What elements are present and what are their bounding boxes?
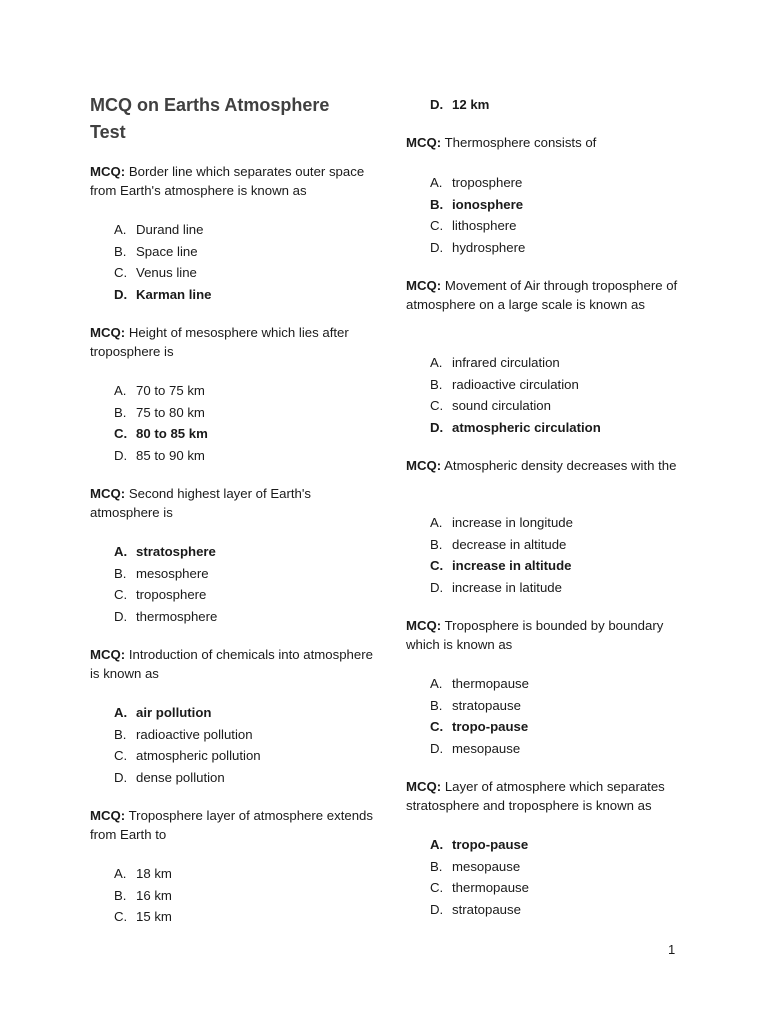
question-7 bbox=[406, 276, 696, 314]
option-text: 16 km bbox=[136, 887, 172, 903]
options-6 bbox=[406, 172, 525, 259]
option-letter: C. bbox=[430, 398, 444, 414]
option-letter: B. bbox=[430, 196, 444, 212]
option-text: thermopause bbox=[452, 880, 529, 896]
option-item bbox=[406, 673, 529, 695]
option-letter: C. bbox=[114, 265, 128, 281]
option-letter: B. bbox=[430, 697, 443, 713]
question-3 bbox=[90, 484, 375, 522]
option-text: thermosphere bbox=[136, 609, 218, 625]
option-item bbox=[90, 745, 261, 767]
option-text: infrared circulation bbox=[452, 355, 560, 370]
option-text: ionosphere bbox=[452, 196, 524, 212]
mcq-label: MCQ: bbox=[406, 458, 442, 473]
option-item bbox=[90, 219, 212, 241]
mcq-label: MCQ: bbox=[406, 278, 442, 293]
option-text: 80 to 85 km bbox=[136, 426, 208, 442]
question-text: Second highest layer of Earth's atmosphere is bbox=[90, 486, 311, 520]
option-text: troposphere bbox=[452, 175, 523, 190]
option-letter: A. bbox=[430, 837, 444, 852]
options-4 bbox=[90, 702, 261, 789]
option-item bbox=[406, 374, 601, 396]
option-text: Durand line bbox=[136, 222, 204, 237]
option-text: 12 km bbox=[452, 97, 490, 112]
option-item-answer bbox=[406, 194, 525, 216]
options-7 bbox=[406, 352, 601, 439]
option-letter: D. bbox=[114, 770, 128, 786]
option-text: tropo-pause bbox=[452, 719, 529, 735]
question-text: Height of mesosphere which lies after troposphere is bbox=[90, 325, 349, 359]
option-letter: A. bbox=[114, 383, 127, 398]
option-item bbox=[90, 724, 261, 746]
option-item-answer bbox=[90, 284, 212, 306]
options-5 bbox=[90, 863, 172, 928]
option-item-answer bbox=[406, 716, 529, 738]
option-item bbox=[406, 899, 529, 921]
option-letter: D. bbox=[430, 420, 444, 436]
option-text: atmospheric circulation bbox=[452, 420, 601, 436]
option-item-answer bbox=[406, 834, 529, 856]
option-item-answer bbox=[90, 423, 208, 445]
option-letter: A. bbox=[114, 705, 128, 720]
option-text: 75 to 80 km bbox=[136, 404, 205, 420]
option-letter: A. bbox=[430, 515, 443, 530]
option-letter: C. bbox=[430, 880, 444, 896]
option-item bbox=[406, 512, 573, 534]
option-letter: A. bbox=[430, 175, 443, 190]
question-6 bbox=[406, 133, 596, 152]
option-item bbox=[406, 215, 525, 237]
option-text: increase in latitude bbox=[452, 580, 562, 596]
mcq-label: MCQ: bbox=[90, 486, 126, 501]
option-item bbox=[406, 856, 529, 878]
option-text: air pollution bbox=[136, 705, 212, 720]
option-item bbox=[90, 584, 217, 606]
option-item bbox=[406, 877, 529, 899]
option-letter: A. bbox=[430, 676, 443, 691]
option-text: Venus line bbox=[136, 265, 197, 281]
question-9 bbox=[406, 616, 696, 654]
options-5-continued bbox=[406, 94, 489, 116]
option-item bbox=[90, 885, 172, 907]
option-letter: C. bbox=[430, 218, 444, 234]
option-text: mesosphere bbox=[136, 565, 209, 581]
option-item bbox=[90, 563, 217, 585]
option-letter: C. bbox=[114, 909, 128, 925]
option-letter: B. bbox=[114, 726, 127, 742]
option-item bbox=[406, 352, 601, 374]
option-letter: D. bbox=[430, 902, 444, 918]
option-item-answer bbox=[406, 94, 489, 116]
option-text: atmospheric pollution bbox=[136, 748, 261, 764]
mcq-label: MCQ: bbox=[90, 164, 126, 179]
option-text: Space line bbox=[136, 243, 198, 259]
question-text: Border line which separates outer space from Earth's atmosphere is known as bbox=[90, 164, 365, 198]
option-letter: C. bbox=[430, 558, 444, 574]
options-2 bbox=[90, 380, 208, 467]
option-letter: D. bbox=[114, 448, 128, 464]
option-item bbox=[90, 767, 261, 789]
option-item-answer bbox=[406, 555, 573, 577]
option-text: Karman line bbox=[136, 287, 212, 303]
option-text: stratopause bbox=[452, 902, 521, 918]
option-letter: D. bbox=[114, 609, 128, 625]
option-letter: B. bbox=[430, 858, 443, 874]
option-text: mesopause bbox=[452, 858, 521, 874]
option-text: radioactive pollution bbox=[136, 726, 253, 742]
option-item-answer bbox=[90, 541, 217, 563]
option-letter: C. bbox=[114, 587, 128, 603]
option-item bbox=[90, 863, 172, 885]
option-text: radioactive circulation bbox=[452, 376, 579, 392]
options-8 bbox=[406, 512, 573, 599]
option-letter: C. bbox=[114, 748, 128, 764]
option-item bbox=[90, 380, 208, 402]
question-2 bbox=[90, 323, 375, 361]
question-4 bbox=[90, 645, 375, 683]
options-3 bbox=[90, 541, 217, 628]
options-10 bbox=[406, 834, 529, 921]
option-letter: A. bbox=[430, 355, 443, 370]
option-letter: B. bbox=[430, 536, 443, 552]
option-item bbox=[90, 445, 208, 467]
mcq-label: MCQ: bbox=[406, 618, 442, 633]
option-letter: D. bbox=[114, 287, 128, 303]
option-text: 15 km bbox=[136, 909, 172, 925]
option-letter: B. bbox=[114, 404, 127, 420]
question-text: Atmospheric density decreases with the bbox=[444, 458, 677, 473]
option-item bbox=[406, 738, 529, 760]
option-letter: B. bbox=[114, 887, 127, 903]
option-item bbox=[406, 534, 573, 556]
option-item bbox=[90, 606, 217, 628]
option-letter: D. bbox=[430, 240, 444, 256]
option-letter: C. bbox=[430, 719, 444, 735]
option-text: stratopause bbox=[452, 697, 521, 713]
option-item bbox=[406, 577, 573, 599]
option-text: tropo-pause bbox=[452, 837, 529, 852]
mcq-label: MCQ: bbox=[90, 647, 126, 662]
option-item bbox=[406, 395, 601, 417]
option-item bbox=[406, 237, 525, 259]
option-item bbox=[90, 402, 208, 424]
option-text: sound circulation bbox=[452, 398, 551, 414]
option-letter: D. bbox=[430, 97, 444, 112]
option-text: 18 km bbox=[136, 866, 172, 881]
option-text: 70 to 75 km bbox=[136, 383, 205, 398]
option-text: decrease in altitude bbox=[452, 536, 567, 552]
option-text: lithosphere bbox=[452, 218, 517, 234]
option-letter: D. bbox=[430, 580, 444, 596]
option-item bbox=[406, 695, 529, 717]
question-10 bbox=[406, 777, 696, 815]
option-item-answer bbox=[406, 417, 601, 439]
mcq-label: MCQ: bbox=[90, 325, 126, 340]
question-text: Movement of Air through troposphere of atmosphere on a large scale is known as bbox=[406, 278, 678, 312]
option-letter: A. bbox=[114, 544, 128, 559]
page-number: 1 bbox=[668, 942, 676, 957]
option-letter: B. bbox=[430, 376, 443, 392]
option-text: 85 to 90 km bbox=[136, 448, 205, 464]
option-text: thermopause bbox=[452, 676, 529, 691]
question-text: Troposphere layer of atmosphere extends from Earth to bbox=[90, 808, 373, 842]
option-letter: A. bbox=[114, 866, 127, 881]
option-letter: B. bbox=[114, 243, 127, 259]
option-letter: D. bbox=[430, 741, 444, 757]
question-text: Troposphere is bounded by boundary which is known as bbox=[406, 618, 664, 652]
mcq-label: MCQ: bbox=[90, 808, 126, 823]
page-title: MCQ on Earths Atmosphere Test bbox=[90, 95, 330, 142]
option-text: hydrosphere bbox=[452, 240, 526, 256]
options-1 bbox=[90, 219, 212, 306]
option-text: stratosphere bbox=[136, 544, 216, 559]
question-8 bbox=[406, 456, 676, 475]
option-text: dense pollution bbox=[136, 770, 225, 786]
option-item bbox=[90, 262, 212, 284]
option-letter: B. bbox=[114, 565, 127, 581]
question-5 bbox=[90, 806, 375, 844]
option-text: troposphere bbox=[136, 587, 207, 603]
question-1 bbox=[90, 162, 375, 200]
option-item bbox=[90, 241, 212, 263]
option-text: increase in altitude bbox=[452, 558, 572, 574]
option-text: increase in longitude bbox=[452, 515, 573, 530]
question-text: Thermosphere consists of bbox=[444, 135, 597, 150]
options-9 bbox=[406, 673, 529, 760]
mcq-label: MCQ: bbox=[406, 779, 442, 794]
question-text: Introduction of chemicals into atmosphere is known as bbox=[90, 647, 373, 681]
option-letter: C. bbox=[114, 426, 128, 442]
option-letter: A. bbox=[114, 222, 127, 237]
option-item bbox=[90, 906, 172, 928]
question-text: Layer of atmosphere which separates stratosphere and troposphere is known as bbox=[406, 779, 665, 813]
option-item bbox=[406, 172, 525, 194]
option-item-answer bbox=[90, 702, 261, 724]
mcq-label: MCQ: bbox=[406, 135, 442, 150]
option-text: mesopause bbox=[452, 741, 521, 757]
